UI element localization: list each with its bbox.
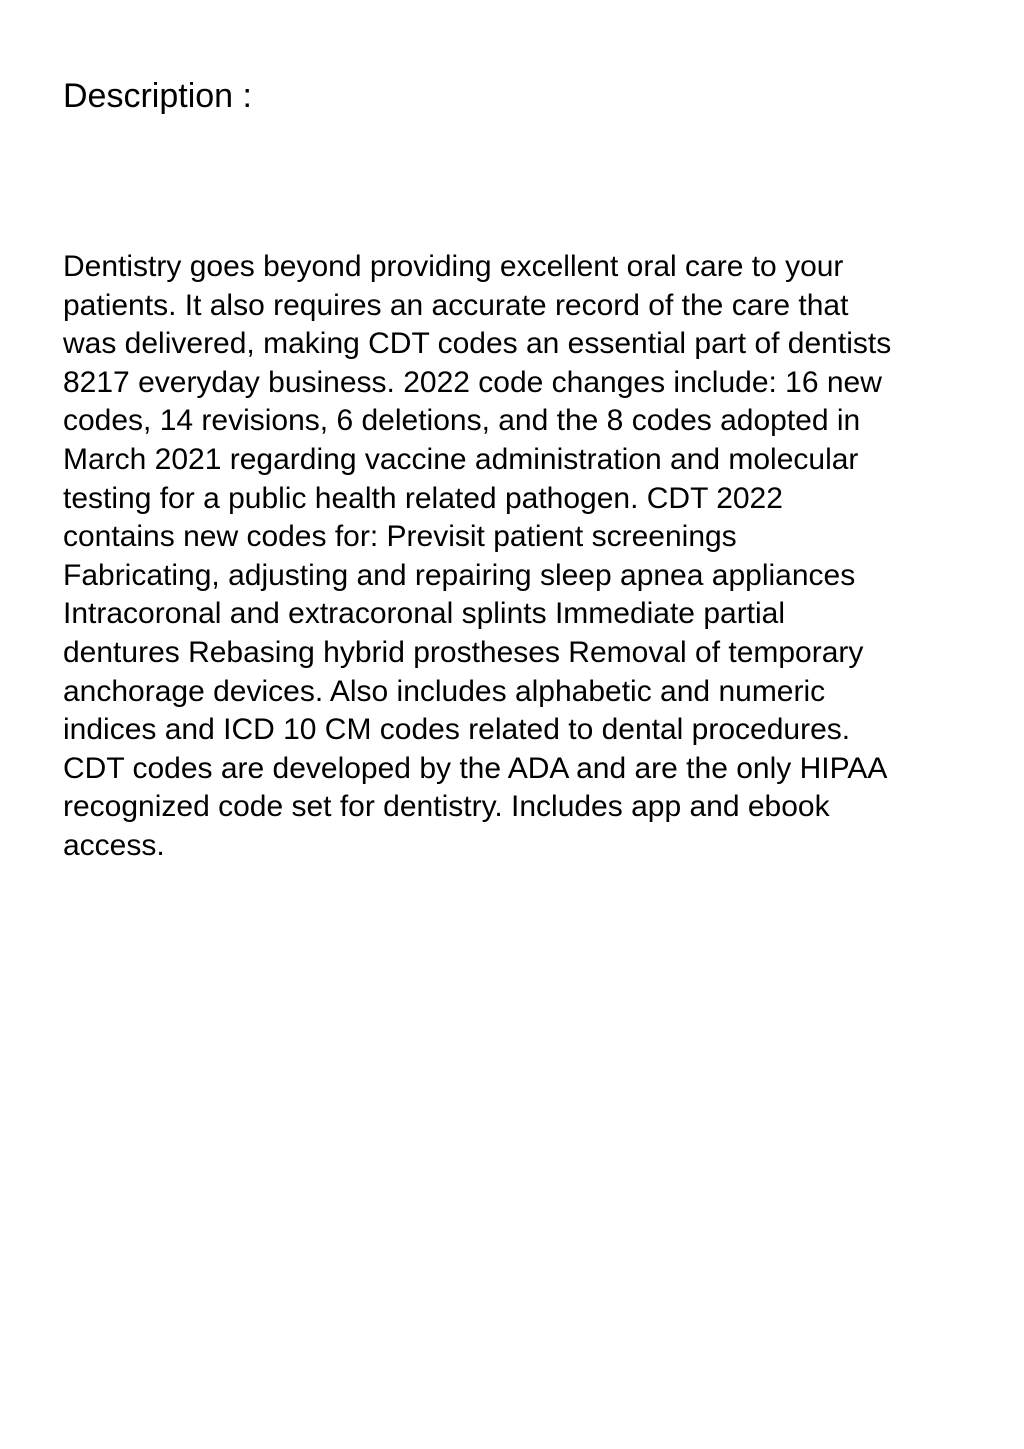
description-paragraph	[63, 248, 891, 866]
paragraph-line: indices and ICD 10 CM codes related to dental procedures.	[63, 713, 851, 747]
paragraph-line: Fabricating, adjusting and repairing sleep apnea appliances	[63, 558, 856, 592]
paragraph-line: dentures Rebasing hybrid prostheses Removal of temporary	[63, 635, 864, 669]
paragraph-line: CDT codes are developed by the ADA and are the only HIPAA	[63, 751, 888, 785]
paragraph-line: was delivered, making CDT codes an essential part of dentists	[63, 327, 892, 361]
paragraph-line: patients. It also requires an accurate record of the care that	[63, 288, 849, 322]
paragraph-line: codes, 14 revisions, 6 deletions, and the 8 codes adopted in	[63, 404, 861, 438]
paragraph-line: 8217 everyday business. 2022 code changes include: 16 new	[63, 365, 882, 399]
paragraph-line: Intracoronal and extracoronal splints Immediate partial	[63, 597, 786, 631]
paragraph-line: recognized code set for dentistry. Includes app and ebook	[63, 790, 830, 824]
paragraph-line: access.	[63, 828, 165, 862]
paragraph-line: contains new codes for: Previsit patient screenings	[63, 520, 737, 554]
page-title: Description :	[63, 77, 252, 115]
paragraph-line: March 2021 regarding vaccine administration and molecular	[63, 442, 859, 476]
paragraph-line: anchorage devices. Also includes alphabetic and numeric	[63, 674, 826, 708]
paragraph-line: Dentistry goes beyond providing excellent oral care to your	[63, 250, 844, 283]
paragraph-line: testing for a public health related pathogen. CDT 2022	[63, 481, 783, 515]
